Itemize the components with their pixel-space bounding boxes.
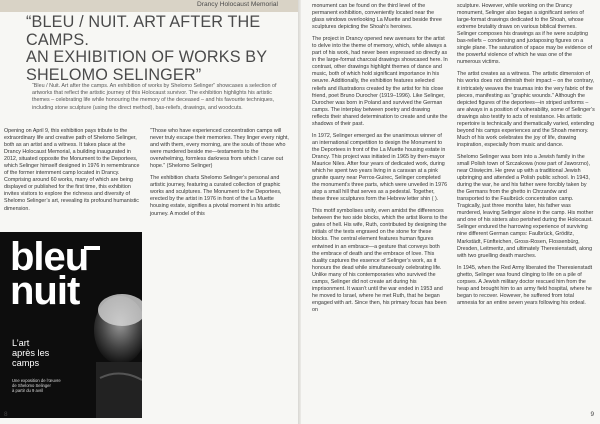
poster-caption-line: Une exposition de l’œuvre: [12, 378, 61, 383]
text-column-4: [457, 3, 595, 312]
quote-paragraph: “Those who have experienced concentration camps will never truly escape their memories. They linger every night, and with them, every morning, are the souls of those who were murdered beside me—testaments to the overwhelming, formless darkness from which I carve out hope.” (Shelomo Selinger): [150, 128, 289, 170]
poster-caption-line: de Shelomo Selinger: [12, 383, 51, 389]
text-column-2: [150, 128, 292, 223]
poster-caption: [12, 378, 90, 394]
title-line-3: SHELOMO SELINGER”: [26, 65, 202, 84]
text-column-1: [4, 128, 141, 218]
paragraph: sculpture. However, while working on the Drancy monument, Selinger also began a significant series of large-format drawings dedicated to the Shoah, whose extreme brutality draws on various biblical themes. Selinger composes his drawings as if he were sculpting bas-reliefs – condensing and juxtaposing figures on a single plane. The saturation of space may be evidence of the powerful violence of which he was one of the numerous victims.: [457, 3, 593, 66]
paragraph: The exhibition charts Shelomo Selinger’s personal and artistic journey, featuring a curated collection of graphic works and sculptures. The Monument to the Deportees, erected by the artist in 1976 in front of the La Muette housing estate, signifies a pivotal moment in his artistic journey. A model of this: [150, 175, 282, 217]
poster-caption-line: à partir du 9 avril: [12, 388, 44, 394]
poster-word-nuit: nuit: [10, 269, 80, 313]
paragraph: Shelomo Selinger was born into a Jewish family in the small Polish town of Szczakowa (now part of Jaworzno), near Oświęcim. He grew up with a traditional Jewish upbringing and attended a Polish public school. In 1943, during the war, he and his father were forcibly taken by the Germans from the ghetto in Chrzanów and transported to the Faulbrück concentration camp. Tragically, just three months later, his father was murdered, leaving Selinger alone in the camp. His mother and one of his sisters also perished during the Holocaust. Selinger endured the harrowing experience of surviving nine different German camps: Faulbrück, Gröditz, Markstädt, Fünfteichen, Gross-Rosen, Flossenbürg, Dresden, Leitmeritz, and ultimately Theresienstadt, along with two gruelling death marches.: [457, 153, 594, 259]
poster-word-bleu: bleu: [10, 235, 89, 279]
page-number-left: 8: [4, 411, 8, 418]
title-line-2: AN EXHIBITION OF WORKS BY: [26, 48, 268, 66]
poster-subtitle: [12, 338, 82, 368]
exhibition-poster: [0, 232, 142, 418]
article-lead: “Bleu / Nuit. Art after the camps. An exhibition of works by Shelomo Selinger” showcases a selection of artworks that reflect the artistic journey of this Holocaust survivor. The exhibition highlights his artistic themes – celebrating life while honouring the memory of the deceased – and his favourite techniques, including stone sculpture (using the direct method), bas-reliefs, drawings, and woodcuts.: [32, 83, 277, 111]
poster-subtitle-line: L’art: [12, 338, 30, 348]
paragraph: Opening on April 9, this exhibition pays tribute to the extraordinary life and creative path of Shelomo Selinger, both as an artist and a witness. It takes place at the Drancy Holocaust Memorial, a building inaugurated in 2012, situated opposite the Monument to the Deportees, which Selinger himself designed in 1976 in remembrance of the former internment camp located in Drancy. Comprising around 60 works, many of which are being displayed or published for the first time, this exhibition invites visitors to explore the richness and diversity of Shelomo Selinger’s art, revealing its profound humanistic dimension.: [4, 128, 140, 212]
portrait-illustration: [80, 288, 142, 418]
page-number-right: 9: [590, 411, 594, 418]
text-column-3: [312, 3, 448, 319]
left-page: [0, 0, 298, 424]
section-header: [0, 0, 298, 12]
paragraph: monument can be found on the third level of the permanent exhibition, conveniently located near the glass windows overlooking La Muette and beside three sculptures depicting the Shoah’s heroines.: [312, 3, 442, 31]
title-line-1: “BLEU / NUIT. ART AFTER THE CAMPS.: [26, 13, 261, 49]
paragraph: In 1972, Selinger emerged as the unanimous winner of an international competition to design the Monument to the Deportees in front of the La Muette housing estate in Drancy. This project was initiated in 1965 by then-mayor Maurice Niles. After four years of dedicated work, during which he spent two years living in a caravan at a pink granite quarry near Perros-Guirec, Selinger completed the monument’s three parts, which were unveiled in 1976 atop a small hill that serves as a pedestal. Together, these three sculptures form the Hebrew letter shin ( ).: [312, 132, 448, 203]
paragraph: In 1945, when the Red Army liberated the Theresienstadt ghetto, Selinger was found clinging to life on a pile of corpses. A Jewish military doctor rescued him from the heap and brought him to an army field hospital, where he began to recover. However, he suffered from total amnesia for an entire seven years following his ordeal.: [457, 264, 593, 306]
poster-subtitle-line: camps: [12, 358, 40, 368]
right-page: [301, 0, 600, 424]
article-title: [26, 14, 291, 84]
paragraph: The artist creates as a witness. The artistic dimension of his works does not diminish their impact – on the contrary, it intricately weaves the traumas into the very fabric of the pieces, manifesting as “graphic wounds.” Although the depicted figures of the deportees—in striped uniforms – are always in a position of vulnerability, some of Selinger’s drawings also testify to acts of resistance. His artistic repertoire is technically and thematically varied, extending beyond his camps experiences and the Shoah memory. Much of his work celebrates the joy of life, drawing inspiration, especially from music and dance.: [457, 71, 595, 148]
paragraph: The project in Drancy opened new avenues for the artist to delve into the theme of memory, which, while always a part of his work, had never been expressed so directly as in the large-format charcoal drawings showcased here. In contrast, other drawings highlight themes of dance and music, both of which hold significant importance in his oeuvre. Additionally, the exhibition features selected reliefs and illustrations created by the artist for his close friend, poet Bruno Durocher (1919–1996). Like Selinger, Durocher was born in Poland and survived the German camps. The interplay between poetry and drawing reflects their shared determination to create and unite the shadows of their past.: [312, 36, 448, 127]
poster-subtitle-line: après les: [12, 348, 50, 358]
paragraph: This motif symbolises unity, even amidst the differences between the two side blocks, which the artist likens to the gates of hell. His wife, Ruth, contributed by designing the initials of the texts engraved on the stone for these blocks. The central element features human figures entwined in an embrace—a gesture that conveys both the embrace of death and the embrace of love. This duality captures the essence of Selinger’s work, as it honours the dead while simultaneously celebrating life. Unlike many of his contemporaries who survived the camps, Selinger did not create art during his imprisonment. It wasn’t until the war ended in 1953 and he moved to Israel, where he met Ruth, that he began engaged with art. Since then, his primary focus has been on: [312, 208, 448, 313]
section-header-label: Drancy Holocaust Memorial: [197, 1, 278, 8]
